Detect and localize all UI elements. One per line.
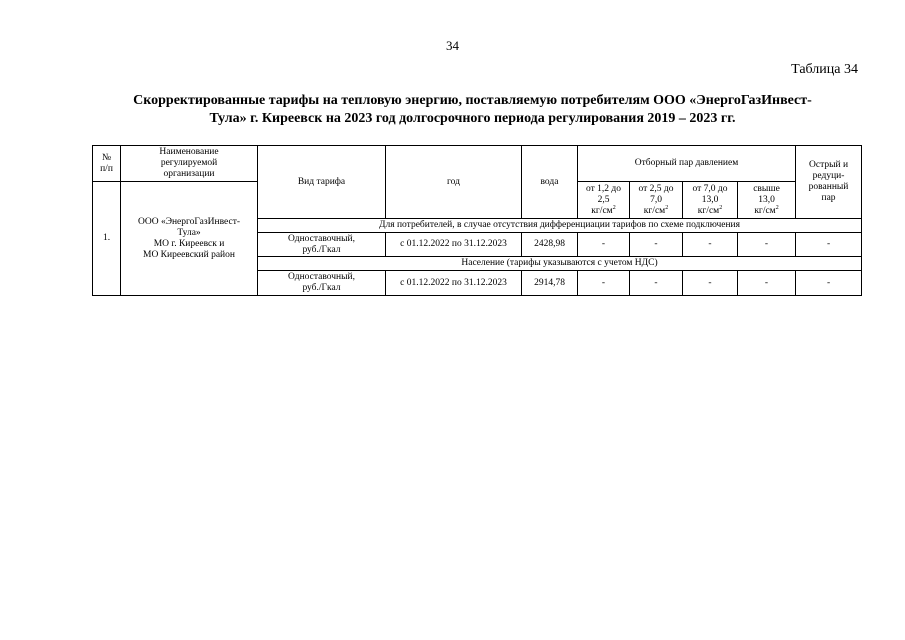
steam-4-value: - bbox=[738, 233, 796, 257]
steam-3-value: - bbox=[683, 271, 738, 296]
row-number: 1. bbox=[93, 182, 121, 296]
sharp-steam-value: - bbox=[796, 271, 862, 296]
steam-1-value: - bbox=[578, 233, 630, 257]
steam-2-value: - bbox=[630, 271, 683, 296]
header-steam-1: от 1,2 до 2,5 $кг/см^2$ bbox=[578, 182, 630, 219]
steam-4-value: - bbox=[738, 271, 796, 296]
water-value: 2914,78 bbox=[522, 271, 578, 296]
tariff-table bbox=[92, 145, 862, 296]
sharp-steam-value: - bbox=[796, 233, 862, 257]
tariff-type-cell: Одноставочный, руб./Гкал bbox=[258, 271, 386, 296]
header-steam-4: свыше 13,0 $кг/см^2$ bbox=[738, 182, 796, 219]
period-cell: с 01.12.2022 по 31.12.2023 bbox=[386, 271, 522, 296]
steam-3-value: - bbox=[683, 233, 738, 257]
period-cell: с 01.12.2022 по 31.12.2023 bbox=[386, 233, 522, 257]
section-heading: Население (тарифы указываются с учетом НДС) bbox=[258, 257, 862, 271]
header-steam-3: от 7,0 до 13,0 $кг/см^2$ bbox=[683, 182, 738, 219]
header-num: № п/п bbox=[93, 146, 121, 182]
organization-name: ООО «ЭнергоГазИнвест- Тула» МО г. Киреевск и МО Киреевский район bbox=[121, 182, 258, 296]
tariff-type-cell: Одноставочный, руб./Гкал bbox=[258, 233, 386, 257]
water-value: 2428,98 bbox=[522, 233, 578, 257]
table-label: Таблица 34 bbox=[791, 62, 858, 77]
title-line-2: Тула» г. Киреевск на 2023 год долгосрочного периода регулирования 2019 – 2023 гг. bbox=[209, 111, 736, 126]
header-period: год bbox=[386, 146, 522, 219]
header-sharp-steam: Острый и редуци- рованный пар bbox=[796, 146, 862, 219]
header-steam-group: Отборный пар давлением bbox=[578, 146, 796, 182]
page-title bbox=[85, 92, 860, 128]
section-heading: Для потребителей, в случае отсутствия дифференциации тарифов по схеме подключения bbox=[258, 219, 862, 233]
header-organization: Наименование регулируемой организации bbox=[121, 146, 258, 182]
steam-1-value: - bbox=[578, 271, 630, 296]
header-tariff-type: Вид тарифа bbox=[258, 146, 386, 219]
page-number: 34 bbox=[446, 38, 459, 53]
steam-2-value: - bbox=[630, 233, 683, 257]
header-water: вода bbox=[522, 146, 578, 219]
title-line-1: Скорректированные тарифы на тепловую энергию, поставляемую потребителям ООО «ЭнергоГазИнвест- bbox=[133, 93, 812, 108]
header-steam-2: от 2,5 до 7,0 $кг/см^2$ bbox=[630, 182, 683, 219]
